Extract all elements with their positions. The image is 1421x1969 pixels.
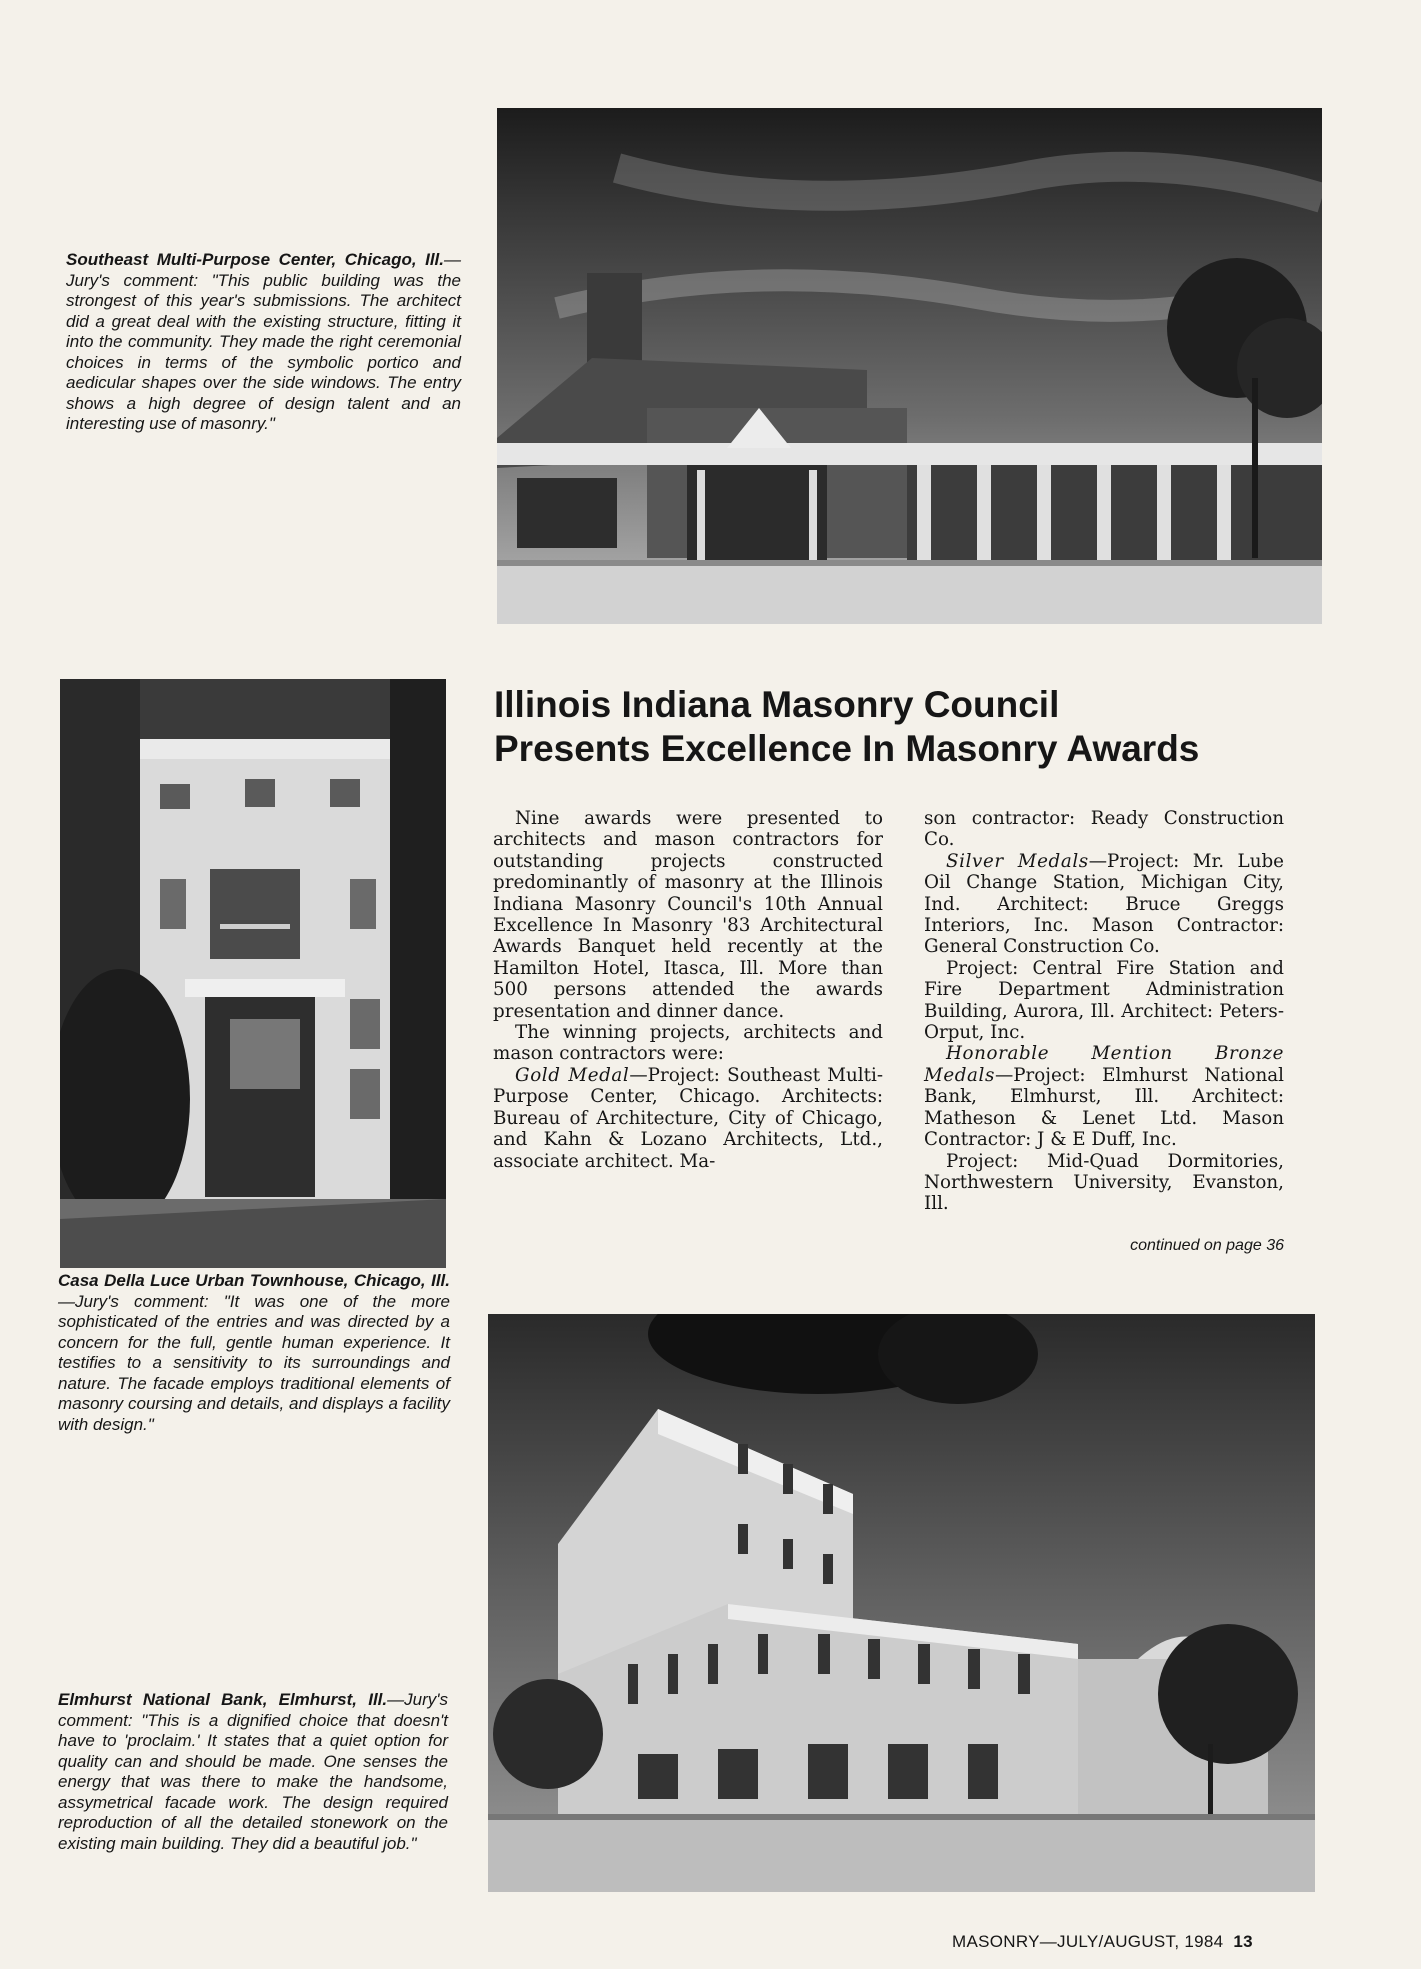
southeast-caption <box>66 250 461 435</box>
body-paragraph: The winning projects, architects and mason contractors were: <box>493 1022 883 1065</box>
southeast-caption-text: —Jury's comment: "This public building was the strongest of this year's submissions. The architect did a great deal with the existing structure, fitting it into the community. They made the right ceremonial choices in terms of the symbolic portico and aedicular shapes over the side windows. The entry shows a high degree of design talent and an interesting use of masonry." <box>66 250 461 433</box>
award-label-silver: Silver Medals <box>946 850 1089 872</box>
continued-note: continued on page 36 <box>1130 1237 1284 1254</box>
headline-line-1: Illinois Indiana Masonry Council <box>494 684 1060 725</box>
award-label-bronze: Honorable Mention Bronze Medals <box>924 1043 1284 1086</box>
body-paragraph: Project: Mid-Quad Dormitories, Northwestern University, Evanston, Ill. <box>924 1150 1284 1215</box>
body-column-1 <box>493 808 883 1172</box>
southeast-center-photo <box>497 108 1322 624</box>
casa-caption-text: —Jury's comment: "It was one of the more sophisticated of the entries and was directed by a concern for the full, gentle human experience. It testifies to a sensitivity to its surroundings and nature. The facade employs traditional elements of masonry coursing and details, and displays a facility with design." <box>58 1291 450 1434</box>
body-paragraph: Gold Medal—Project: Southeast Multi-Purpose Center, Chicago. Architects: Bureau of Architecture, City of Chicago, and Kahn & Lozano Architects, Ltd., associate architect. Ma- <box>493 1064 883 1172</box>
publication-line: MASONRY—JULY/AUGUST, 1984 <box>952 1932 1224 1951</box>
casa-caption-title: Casa Della Luce Urban Townhouse, Chicago, Ill. <box>58 1271 450 1290</box>
body-paragraph: Project: Central Fire Station and Fire Department Administration Building, Aurora, Ill. Architect: Peters-Orput, Inc. <box>924 957 1284 1044</box>
elmhurst-bank-photo <box>488 1314 1315 1892</box>
page-footer <box>952 1932 1253 1952</box>
elmhurst-caption-title: Elmhurst National Bank, Elmhurst, Ill. <box>58 1690 388 1709</box>
body-paragraph: son contractor: Ready Construction Co. <box>924 808 1284 851</box>
elmhurst-caption <box>58 1690 448 1854</box>
award-label-gold: Gold Medal <box>515 1064 630 1086</box>
headline-line-2: Presents Excellence In Masonry Awards <box>494 728 1200 769</box>
article-headline <box>494 683 1314 771</box>
body-paragraph: Silver Medals—Project: Mr. Lube Oil Change Station, Michigan City, Ind. Architect: Bruce Greggs Interiors, Inc. Mason Contractor: General Construction Co. <box>924 850 1284 958</box>
casa-della-luce-photo <box>60 679 446 1268</box>
body-paragraph: Nine awards were presented to architects and mason contractors for outstanding projects constructed predominantly of masonry at the Illinois Indiana Masonry Council's 10th Annual Excellence In Masonry '83 Architectural Awards Banquet held recently at the Hamilton Hotel, Itasca, Ill. More than 500 persons attended the awards presentation and dinner dance. <box>493 808 883 1022</box>
body-column-2 <box>924 808 1284 1215</box>
elmhurst-caption-text: —Jury's comment: "This is a dignified choice that doesn't have to 'proclaim.' It states that a quiet option for quality can and should be made. One senses the energy that was there to make the handsome, assymetrical facade work. The design required reproduction of all the detailed stonework on the existing main building. They did a beautiful job." <box>58 1690 448 1853</box>
body-paragraph: Honorable Mention Bronze Medals—Project: Elmhurst National Bank, Elmhurst, Ill. Architect: Matheson & Lenet Ltd. Mason Contractor: J & E Duff, Inc. <box>924 1043 1284 1151</box>
page-number: 13 <box>1233 1932 1253 1951</box>
casa-caption <box>58 1271 450 1435</box>
southeast-caption-title: Southeast Multi-Purpose Center, Chicago, Ill. <box>66 250 444 269</box>
